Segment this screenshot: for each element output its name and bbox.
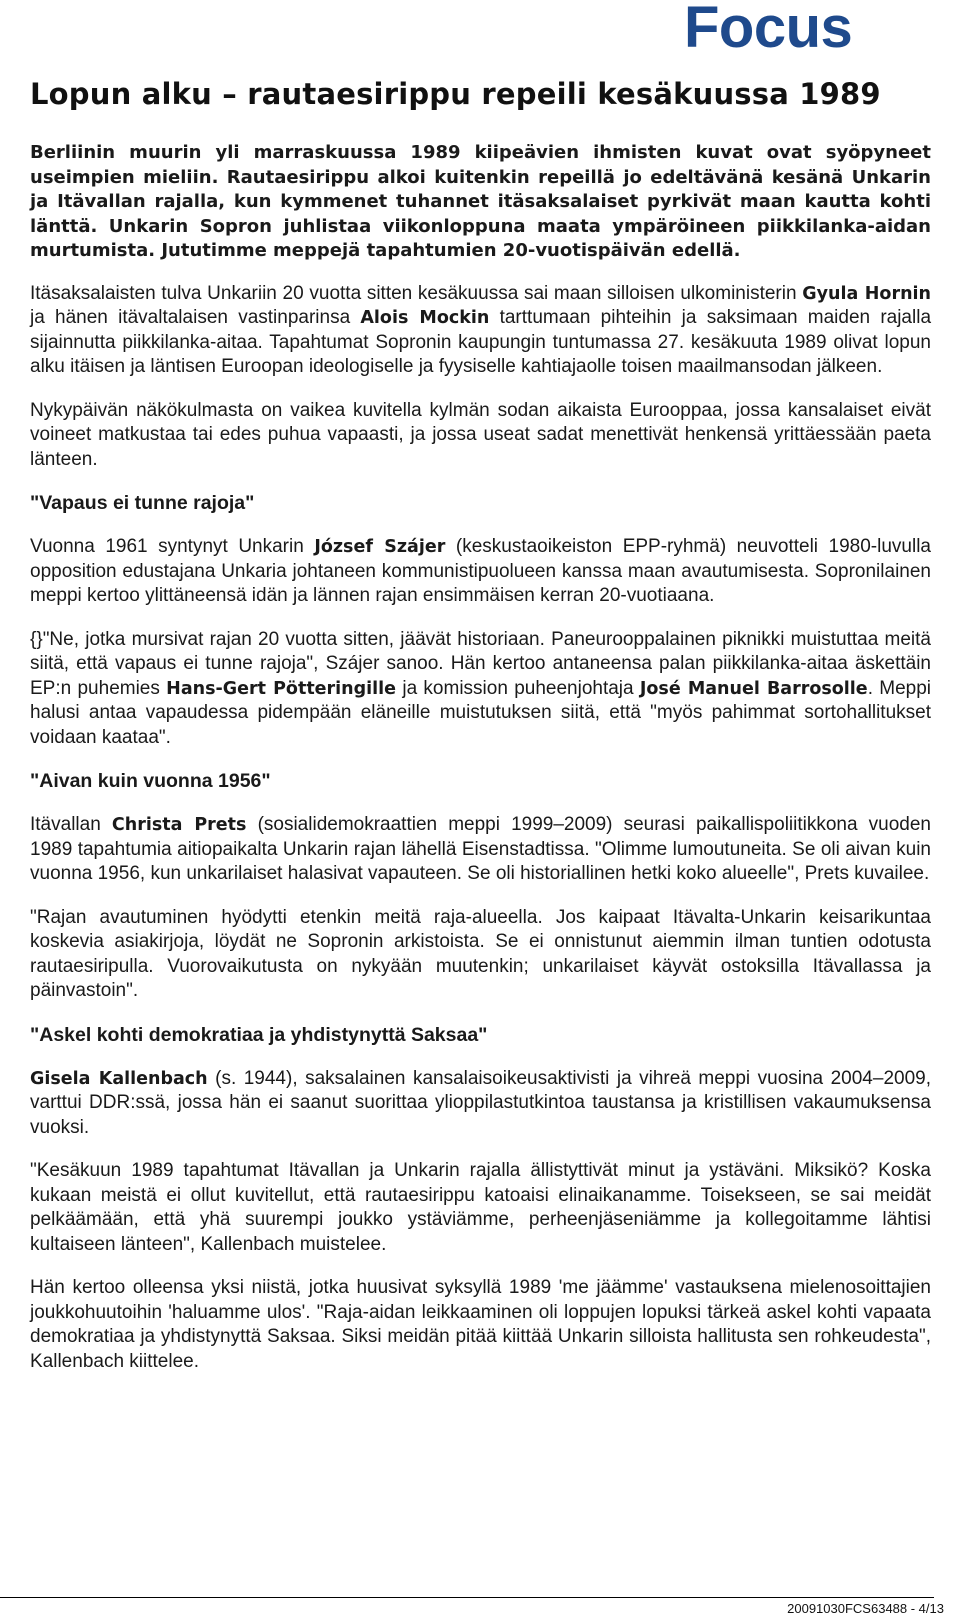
subheading-1956: "Aivan kuin vuonna 1956": [30, 770, 271, 792]
paragraph-kallenbach-closing: Hän kertoo olleensa yksi niistä, jotka huusivat syksyllä 1989 'me jäämme' vastauksena mielenosoittajien joukkohuutoihin 'haluamme ulos'. "Raja-aidan leikkaaminen oli loppujen lopuksi tärkeä askel kohti vapaata demokratiaa ja yhdistynyttä Saksaa. Siksi meidän pitää kiittää Unkarin silloista hallitusta sen rohkeudesta", Kallenbach kiittelee.: [30, 1277, 931, 1372]
text-segment: {}"Ne, jotka mursivat rajan 20 vuotta sitten, jäävät historiaan. Paneurooppalainen piknikki muistuttaa meitä siitä, että vapaus ei tunne rajoja", Szájer sanoo. Hän kertoo antaneensa palan piikkilanka-aitaa äskettäin EP:n puhemies: [30, 628, 931, 699]
paragraph-cold-war: Nykypäivän näkökulmasta on vaikea kuvitella kylmän sodan aikaista Eurooppaa, jossa kansalaiset eivät voineet matkustaa tai edes puhua vapaasti, ja jossa useat sadat menettivät henkensä yrittäessään paeta länteen.: [30, 399, 931, 470]
text-segment: Itävallan: [30, 814, 112, 835]
person-name-pottering: Hans-Gert Pötteringille: [166, 678, 397, 699]
text-segment: ja hänen itävaltalaisen vastinparinsa: [30, 307, 361, 328]
paragraph-prets-quote: "Rajan avautuminen hyödytti etenkin meitä raja-alueella. Jos kaipaat Itävalta-Unkarin keisarikuntaa koskevia asiakirjoja, löydät ne Sopronin arkistoista. Se ei onnistunut aiemmin ilman tuntien odotusta rautaesiripulla. Vuorovaikutusta on nykyään muutenkin; unkarilaiset käyvät ostoksilla Itävallassa ja päinvastoin".: [30, 906, 931, 1001]
paragraph-szajer-quote: [30, 628, 931, 751]
text-segment: (sosialidemokraattien meppi 1999–2009) seurasi paikallispoliitikkona vuoden 1989 tapahtumia aitiopaikalta Unkarin rajan lähellä Eisenstadtissa. "Olimme lumoutuneita. Se oli aivan kuin vuonna 1956, kun unkarilaiset halasivat vapauteen. Se oli historiallinen hetki koko alueelle", Prets kuvailee.: [30, 814, 932, 884]
paragraph-prets: [30, 813, 931, 887]
person-name-jozsef-szajer: József Szájer: [314, 537, 446, 557]
person-name-gyula-horn: Gyula Hornin: [802, 283, 931, 304]
person-name-alois-mock: Alois Mockin: [360, 308, 490, 328]
subheading-vapaus: "Vapaus ei tunne rajoja": [30, 492, 255, 514]
subheading-demokratia: "Askel kohti demokratiaa ja yhdistynyttä Saksaa": [30, 1023, 488, 1046]
footer-divider: [0, 1597, 934, 1598]
text-segment: Itäsaksalaisten tulva Unkariin 20 vuotta sitten kesäkuussa sai maan silloisen ulkoministerin: [30, 282, 803, 304]
text-segment: . Meppi halusi antaa vapaudessa pidempään eläneille muistutuksen siitä, että "myös pahimmat sortohallitukset voidaan kaataa".: [30, 677, 932, 748]
article-title: Lopun alku – rautaesirippu repeili kesäkuussa 1989: [30, 77, 881, 111]
paragraph-kallenbach: [30, 1067, 931, 1141]
text-segment: ja komission puheenjohtaja: [396, 677, 640, 699]
paragraph-szajer-intro: [30, 535, 931, 609]
text-segment: (keskustaoikeiston EPP-ryhmä) neuvotteli 1980-luvulla opposition edustajana Unkaria johtaneen kommunistipuolueen kanssa maan avautumisesta. Sopronilainen meppi kertoo ylittäneensä idän ja lännen rajan ensimmäisen kerran 20-vuotiaana.: [30, 536, 931, 606]
text-segment: Vuonna 1961 syntynyt Unkarin: [30, 536, 315, 557]
paragraph-kallenbach-quote: "Kesäkuun 1989 tapahtumat Itävallan ja Unkarin rajalla ällistyttivät minut ja ystäväni. Miksikö? Koska kukaan meistä ei ollut kuvitellut, että rautaesirippu katoaisi elinaikanamme. Toisekseen, se sai meidät pelkäämään, että yhä suurempi joukko ystäviämme, perheenjäseniämme ja kollegoitamme lähtisi kultaiseen länteen", Kallenbach muistelee.: [30, 1160, 931, 1255]
person-name-gisela-kallenbach: Gisela Kallenbach: [30, 1068, 208, 1089]
person-name-christa-prets: Christa Prets: [111, 815, 247, 835]
lead-paragraph: Berliinin muurin yli marraskuussa 1989 kiipeävien ihmisten kuvat ovat syöpyneet useimpien mieliin. Rautaesirippu alkoi kuitenkin repeillä jo edeltävänä kesänä Unkarin ja Itävallan rajalla, kun kymmenet tuhannet itäsaksalaiset pyrkivät maan kautta kohti länttä. Unkarin Sopron juhlistaa viikonloppuna maata ympäröineen piikkilanka-aidan murtumista. Jututimme meppejä tapahtumien 20-vuotispäivän edellä.: [30, 142, 931, 261]
paragraph-horn-mock: [30, 282, 931, 380]
person-name-barroso: José Manuel Barrosolle: [639, 678, 868, 699]
text-segment: (s. 1944), saksalainen kansalaisoikeusaktivisti ja vihreä meppi vuosina 2004–2009, varttui DDR:ssä, jossa hän ei saanut suorittaa ylioppilastutkintoa taustansa ja kristillisen vakaumuksensa vuoksi.: [30, 1067, 931, 1138]
text-segment: tarttumaan pihteihin ja saksimaan maiden rajalla sijainnutta piikkilanka-aitaa. Tapahtumat Sopronin kaupungin tuntumassa 27. kesäkuuta 1989 olivat lopun alku itäisen ja läntisen Euroopan ideologiselle ja fyysiselle kahtiajaolle toisen maailmansodan jälkeen.: [30, 307, 932, 377]
document-id-page-number: 20091030FCS63488 - 4/13: [787, 1601, 944, 1616]
article-body: [30, 141, 931, 1393]
focus-logo: Focus: [684, 0, 853, 60]
